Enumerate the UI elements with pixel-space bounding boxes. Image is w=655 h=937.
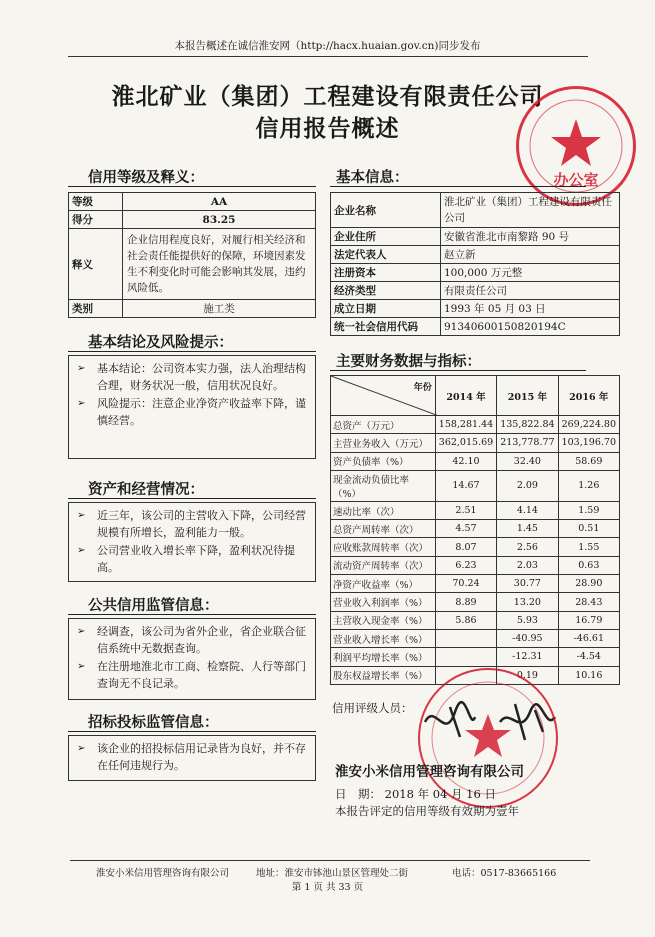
table-row (331, 470, 620, 501)
finance-cell: -40.95 (497, 629, 558, 647)
finance-cell: 13.20 (497, 593, 558, 611)
bidding-box (68, 735, 316, 781)
list-item (75, 623, 309, 657)
legal-rep-label: 法定代表人 (331, 246, 441, 264)
list-item (75, 542, 309, 576)
finance-heading: 主要财务数据与指标： (336, 354, 481, 370)
bidding-heading: 招标投标监管信息： (88, 715, 219, 731)
finance-cell: 8.07 (435, 538, 496, 556)
finance-row-label: 流动资产周转率（次） (331, 556, 436, 574)
bidding-heading-underline (68, 731, 316, 732)
list-item (75, 507, 309, 541)
table-row (331, 538, 620, 556)
address-label: 企业住所 (331, 228, 441, 246)
grade-heading: 信用等级及释义： (88, 170, 204, 186)
finance-row-label: 营业收入增长率（%） (331, 629, 436, 647)
company-name-value: 淮北矿业（集团）工程建设有限责任公司 (441, 193, 620, 228)
table-row (331, 629, 620, 647)
risk-text: 风险提示：注意企业净资产收益率下降，谨慎经营。 (97, 397, 306, 427)
year-2016-header: 2016 年 (558, 376, 619, 416)
operation-text-2: 公司营业收入增长率下降，盈利状况待提高。 (97, 544, 295, 574)
footer-page-number: 第 1 页 共 33 页 (291, 882, 364, 893)
finance-cell: 5.86 (435, 611, 496, 629)
finance-row-label: 营业收入利润率（%） (331, 593, 436, 611)
arrow-bullet-icon: ➢ (77, 661, 86, 672)
finance-cell: 1.55 (558, 538, 619, 556)
finance-cell: 0.63 (558, 556, 619, 574)
table-row (331, 501, 620, 519)
finance-cell: 213,778.77 (497, 434, 558, 452)
year-corner-cell (331, 376, 436, 416)
table-row (331, 282, 620, 300)
finance-cell: -46.61 (558, 629, 619, 647)
operation-box (68, 502, 316, 582)
report-title-main: 信用报告概述 (255, 116, 400, 142)
table-header-row (331, 376, 620, 416)
finance-cell: 2.03 (497, 556, 558, 574)
table-row (69, 193, 316, 211)
arrow-bullet-icon: ➢ (77, 510, 86, 521)
basic-info-heading-underline (330, 186, 586, 187)
list-item (75, 360, 309, 394)
category-label: 类别 (69, 300, 123, 318)
public-credit-text-1: 经调查，该公司为省外企业，省企业联合征信系统中无数据查询。 (97, 625, 306, 655)
company-name-label: 企业名称 (331, 193, 441, 228)
table-row (331, 593, 620, 611)
finance-row-label: 净资产收益率（%） (331, 575, 436, 593)
econ-type-value: 有限责任公司 (441, 282, 620, 300)
grade-value: AA (123, 193, 316, 211)
arrow-bullet-icon: ➢ (77, 363, 86, 374)
finance-cell: 362,015.69 (435, 434, 496, 452)
date-label: 日 期： (335, 787, 381, 801)
arrow-bullet-icon: ➢ (77, 743, 86, 754)
arrow-bullet-icon: ➢ (77, 398, 86, 409)
conclusion-text: 基本结论：公司资本实力强，法人治理结构合理，财务状况一般，信用状况良好。 (97, 362, 306, 392)
grade-label: 等级 (69, 193, 123, 211)
seal-office-text: 办公室 (553, 171, 599, 189)
finance-cell: 58.69 (558, 452, 619, 470)
operation-text-1: 近三年，该公司的主营收入下降，公司经营规模有所增长，盈利能力一般。 (97, 509, 306, 539)
finance-row-label: 总资产周转率（次） (331, 520, 436, 538)
date-row (335, 786, 496, 802)
table-row (331, 575, 620, 593)
table-row (69, 229, 316, 300)
table-row (331, 556, 620, 574)
table-row (331, 520, 620, 538)
bidding-text: 该企业的招投标信用记录皆为良好，并不存在任何违规行为。 (97, 742, 306, 772)
public-credit-text-2: 在注册地淮北市工商、检察院、人行等部门查询无不良记录。 (97, 660, 306, 690)
date-value: 2018 年 04 月 16 日 (384, 787, 496, 801)
finance-row-label: 资产负债率（%） (331, 452, 436, 470)
table-row (331, 228, 620, 246)
finance-row-label: 利润平均增长率（%） (331, 648, 436, 666)
table-row (69, 211, 316, 229)
year-2015-header: 2015 年 (497, 376, 558, 416)
score-label: 得分 (69, 211, 123, 229)
table-row (331, 246, 620, 264)
operation-heading-underline (68, 498, 316, 499)
credit-code-label: 统一社会信用代码 (331, 318, 441, 336)
footer-company: 淮安小米信用管理咨询有限公司 (96, 868, 230, 879)
category-value: 施工类 (123, 300, 316, 318)
grade-table (68, 192, 316, 318)
finance-heading-underline (330, 370, 586, 371)
year-2014-header: 2014 年 (435, 376, 496, 416)
finance-cell: 135,822.84 (497, 416, 558, 434)
footer-divider (70, 860, 590, 861)
arrow-bullet-icon: ➢ (77, 626, 86, 637)
finance-row-label: 主营收入现金率（%） (331, 611, 436, 629)
finance-row-label: 速动比率（次） (331, 501, 436, 519)
finance-cell: 4.57 (435, 520, 496, 538)
finance-table (330, 375, 620, 685)
capital-label: 注册资本 (331, 264, 441, 282)
publish-note: 本报告概述在诚信淮安网（http://hacx.huaian.gov.cn)同步发布 (174, 40, 481, 52)
office-seal (516, 86, 636, 206)
finance-cell: 10.16 (558, 666, 619, 684)
finance-cell: 8.89 (435, 593, 496, 611)
validity-note: 本报告评定的信用等级有效期为壹年 (335, 804, 519, 818)
finance-cell: 6.23 (435, 556, 496, 574)
basic-info-heading: 基本信息： (336, 170, 409, 186)
finance-cell: 0.19 (497, 666, 558, 684)
table-row (69, 300, 316, 318)
finance-cell: -12.31 (497, 648, 558, 666)
table-row (331, 648, 620, 666)
operation-heading: 资产和经营情况： (88, 482, 204, 498)
finance-cell: -4.54 (558, 648, 619, 666)
public-credit-heading-underline (68, 614, 316, 615)
legal-rep-value: 赵立新 (441, 246, 620, 264)
finance-cell (435, 629, 496, 647)
founded-label: 成立日期 (331, 300, 441, 318)
finance-cell: 158,281.44 (435, 416, 496, 434)
rater-label: 信用评级人员： (332, 701, 413, 715)
finance-cell: 1.26 (558, 470, 619, 501)
table-row (331, 193, 620, 228)
list-item (75, 395, 309, 429)
list-item (75, 658, 309, 692)
list-item (75, 740, 309, 774)
finance-cell: 32.40 (497, 452, 558, 470)
public-credit-heading: 公共信用监管信息： (88, 598, 219, 614)
grade-heading-underline (68, 186, 316, 187)
finance-cell: 16.79 (558, 611, 619, 629)
finance-row-label: 现金流动负债比率（%） (331, 470, 436, 501)
definition-label: 释义 (69, 229, 123, 300)
finance-row-label: 主营业务收入（万元） (331, 434, 436, 452)
definition-value: 企业信用程度良好，对履行相关经济和社会责任能提供好的保障，环境因素发生不利变化时可能会影响其发展，违约风险低。 (123, 229, 316, 300)
table-row (331, 264, 620, 282)
finance-cell: 103,196.70 (558, 434, 619, 452)
conclusion-heading-underline (68, 351, 316, 352)
finance-cell: 2.51 (435, 501, 496, 519)
table-row (331, 452, 620, 470)
finance-cell: 1.59 (558, 501, 619, 519)
score-value: 83.25 (123, 211, 316, 229)
finance-cell: 1.45 (497, 520, 558, 538)
arrow-bullet-icon: ➢ (77, 545, 86, 556)
footer-phone: 电话：0517-83665166 (452, 868, 557, 879)
finance-cell: 4.14 (497, 501, 558, 519)
finance-cell: 269,224.80 (558, 416, 619, 434)
conclusion-box (68, 355, 316, 459)
finance-row-label: 应收账款周转率（次） (331, 538, 436, 556)
finance-cell: 14.67 (435, 470, 496, 501)
finance-row-label: 股东权益增长率（%） (331, 666, 436, 684)
report-title-company: 淮北矿业（集团）工程建设有限责任公司 (111, 84, 544, 110)
table-row (331, 416, 620, 434)
finance-row-label: 总资产（万元） (331, 416, 436, 434)
finance-cell: 2.56 (497, 538, 558, 556)
public-credit-box (68, 618, 316, 700)
header-divider (68, 56, 588, 57)
finance-cell: 30.77 (497, 575, 558, 593)
table-row (331, 434, 620, 452)
founded-value: 1993 年 05 月 03 日 (441, 300, 620, 318)
table-row (331, 611, 620, 629)
finance-cell: 0.51 (558, 520, 619, 538)
credit-code-value: 91340600150820194C (441, 318, 620, 336)
finance-cell (435, 648, 496, 666)
address-value: 安徽省淮北市南黎路 90 号 (441, 228, 620, 246)
table-row (331, 300, 620, 318)
footer-address: 地址：淮安市钵池山景区管理处二街 (256, 868, 409, 879)
year-corner-label: 年份 (413, 383, 432, 393)
finance-cell: 28.90 (558, 575, 619, 593)
finance-cell: 2.09 (497, 470, 558, 501)
finance-cell: 42.10 (435, 452, 496, 470)
signing-company: 淮安小米信用管理咨询有限公司 (335, 764, 524, 780)
finance-cell: 28.43 (558, 593, 619, 611)
basic-info-table (330, 192, 620, 336)
econ-type-label: 经济类型 (331, 282, 441, 300)
capital-value: 100,000 万元整 (441, 264, 620, 282)
finance-cell: 70.24 (435, 575, 496, 593)
conclusion-heading: 基本结论及风险提示： (88, 335, 233, 351)
table-row (331, 318, 620, 336)
finance-cell: 5.93 (497, 611, 558, 629)
